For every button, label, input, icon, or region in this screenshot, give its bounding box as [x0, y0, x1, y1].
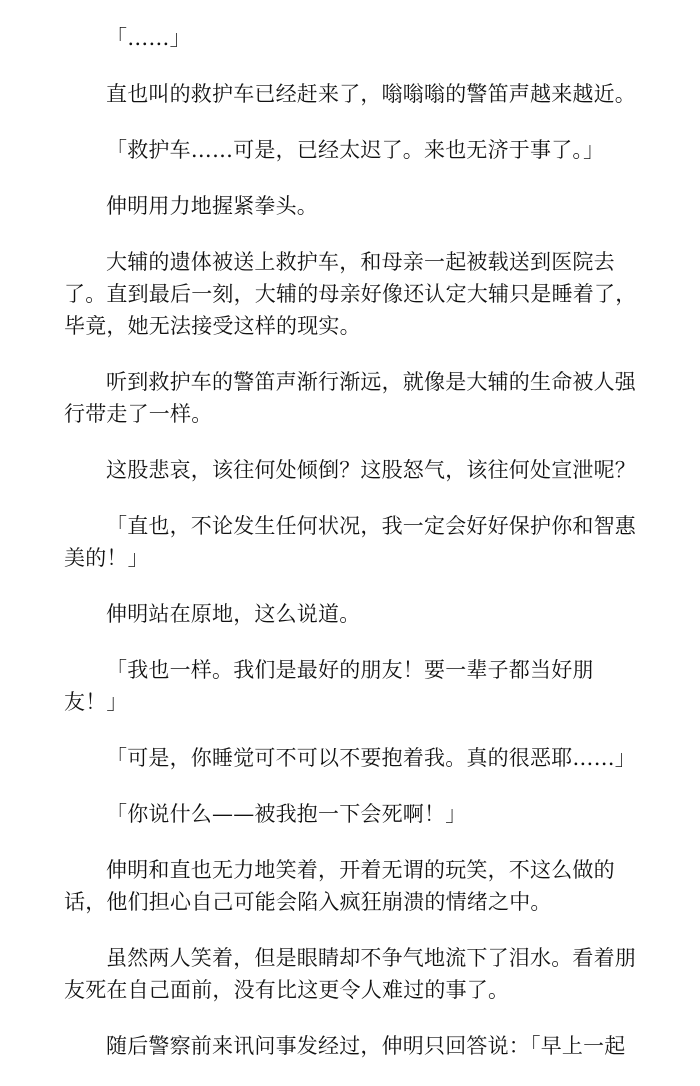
paragraph: 这股悲哀，该往何处倾倒？这股怒气，该往何处宣泄呢？ — [106, 458, 636, 482]
paragraph: 听到救护车的警笛声渐行渐远，就像是大辅的生命被人强行带走了一样。 — [64, 370, 636, 426]
paragraph: 「可是，你睡觉可不可以不要抱着我。真的很恶耶……」 — [106, 746, 636, 770]
paragraph: 「你说什么——被我抱一下会死啊！」 — [106, 802, 467, 826]
paragraph: 「直也，不论发生任何状况，我一定会好好保护你和智惠美的！」 — [64, 514, 636, 570]
paragraph: 大辅的遗体被送上救护车，和母亲一起被载送到医院去了。直到最后一刻，大辅的母亲好像还认定大辅只是睡着了，毕竟，她无法接受这样的现实。 — [64, 250, 637, 338]
paragraph: 伸明站在原地，这么说道。 — [106, 602, 361, 626]
paragraph: 「……」 — [106, 26, 191, 50]
paragraph: 直也叫的救护车已经赶来了，嗡嗡嗡的警笛声越来越近。 — [106, 82, 636, 106]
paragraph: 虽然两人笑着，但是眼睛却不争气地流下了泪水。看着朋友死在自己面前，没有比这更令人难过的事了。 — [64, 946, 636, 1002]
paragraph: 伸明和直也无力地笑着，开着无谓的玩笑，不这么做的话，他们担心自己可能会陷入疯狂崩溃的情绪之中。 — [64, 858, 615, 914]
document-page — [64, 22, 644, 1086]
paragraph: 伸明用力地握紧拳头。 — [106, 194, 318, 218]
paragraph: 「我也一样。我们是最好的朋友！要一辈子都当好朋友！」 — [64, 658, 594, 714]
paragraph: 随后警察前来讯问事发经过，伸明只回答说：「早上一起 — [106, 1034, 626, 1058]
paragraph: 「救护车……可是，已经太迟了。来也无济于事了。」 — [106, 138, 605, 162]
